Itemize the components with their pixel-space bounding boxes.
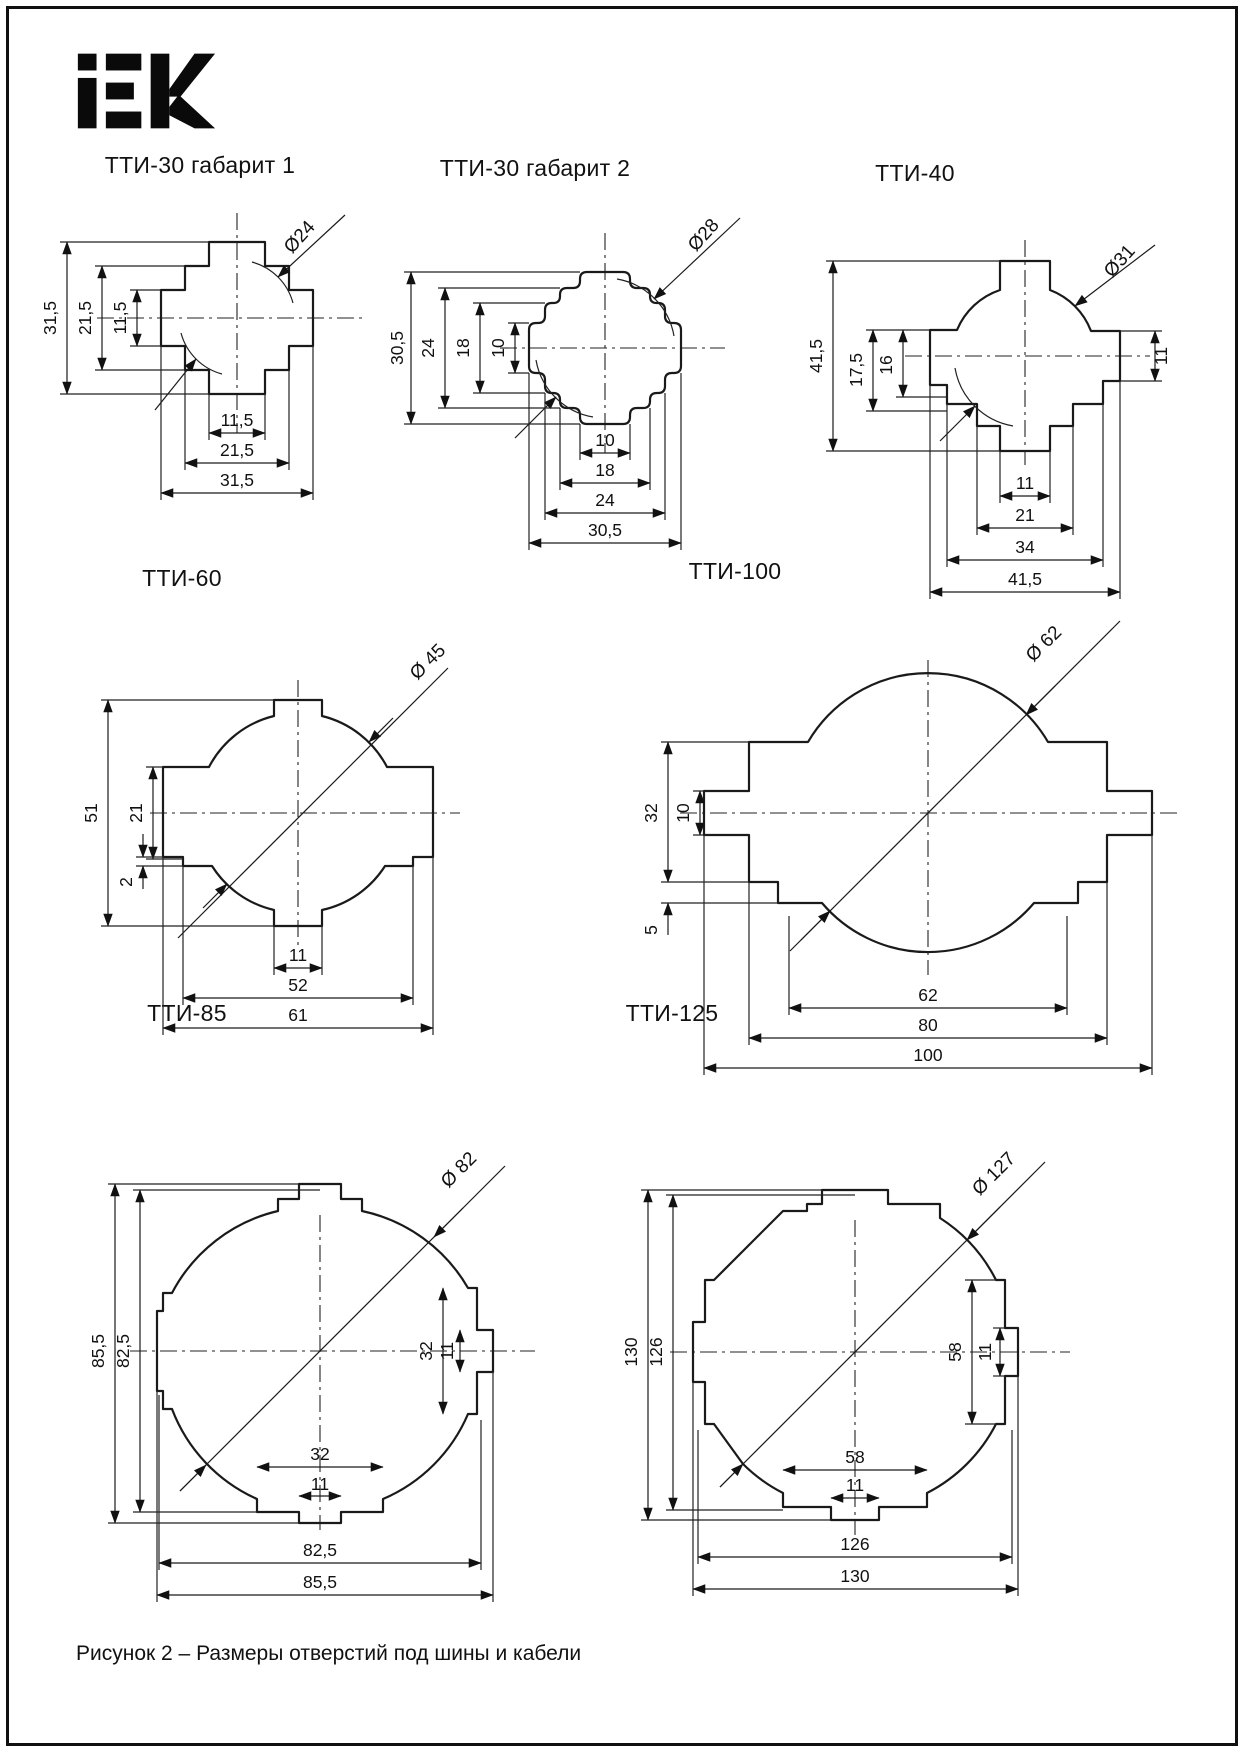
dim-v3	[116, 834, 183, 889]
figure-tti125	[620, 1140, 1180, 1620]
dim-label: 30,5	[387, 330, 407, 366]
dim-label: 85,5	[88, 1333, 108, 1369]
diameter-leader	[940, 241, 1155, 441]
diameter-label: Ø28	[684, 214, 724, 256]
dim-label: 18	[453, 338, 473, 358]
figure-tti60	[80, 620, 520, 1050]
dim-label: 17,5	[846, 352, 866, 388]
dim-label: 82,5	[113, 1333, 133, 1369]
iek-logo	[76, 52, 216, 130]
dim-label: 126	[646, 1337, 666, 1367]
dim-label: 11,5	[110, 301, 130, 335]
drawing-title-tti30-2: ТТИ-30 габарит 2	[439, 155, 631, 181]
diameter-leader	[790, 621, 1120, 951]
diameter-label: Ø 45	[406, 640, 451, 685]
diameter-leader	[515, 215, 740, 438]
dim-label: 85,5	[302, 1572, 338, 1592]
dim-label: 32	[641, 803, 661, 823]
dim-label: 11	[1015, 473, 1035, 493]
dim-label: 11	[288, 945, 308, 965]
diameter-leader	[155, 215, 345, 410]
dim-label: 130	[621, 1337, 641, 1367]
dim-inner1	[783, 1447, 927, 1470]
dim-label: 10	[595, 430, 615, 450]
center-lines	[680, 660, 1180, 975]
dim-label: 11	[975, 1342, 995, 1362]
dim-label: 32	[310, 1444, 330, 1464]
diameter-label: Ø24	[280, 216, 320, 258]
dim-inner2	[299, 1474, 341, 1496]
drawing-title-tti125: ТТИ-125	[625, 1000, 719, 1026]
dim-label: 58	[945, 1342, 965, 1362]
dim-v3	[641, 903, 778, 935]
dim-label: 24	[595, 490, 615, 510]
dim-side2	[975, 1328, 1005, 1376]
dim-label: 80	[918, 1015, 938, 1035]
dim-label: 51	[81, 803, 101, 823]
dim-label: 126	[840, 1534, 870, 1554]
figure-tti30-2	[387, 193, 795, 583]
figure-caption: Рисунок 2 – Размеры отверстий под шины и кабели	[76, 1642, 582, 1665]
dim-label: 11	[437, 1341, 457, 1361]
dim-label: 24	[418, 338, 438, 358]
iek-logo-icon	[76, 52, 216, 130]
dim-label: 52	[288, 975, 308, 995]
dim-h1	[580, 424, 630, 460]
dim-inner1	[257, 1444, 383, 1467]
dim-label: 31,5	[40, 300, 60, 336]
drawing-title-tti30-1: ТТИ-30 габарит 1	[104, 152, 296, 178]
figure-tti85	[85, 1130, 645, 1610]
dim-v1	[641, 742, 749, 882]
dim-label: 2	[116, 877, 136, 887]
dim-label: 21	[126, 803, 146, 823]
dim-side2	[437, 1330, 460, 1372]
dim-label: 16	[876, 355, 896, 375]
dim-label: 41,5	[1007, 569, 1043, 589]
dim-label: 10	[673, 803, 693, 823]
dim-label: 31,5	[219, 470, 255, 490]
drawing-title-tti40: ТТИ-40	[875, 160, 955, 186]
drawing-title-tti60: ТТИ-60	[142, 565, 222, 591]
dim-h3	[545, 393, 665, 520]
diameter-label: Ø 62	[1022, 622, 1067, 667]
diameter-label: Ø31	[1100, 240, 1140, 282]
dim-v3	[876, 330, 947, 397]
center-lines	[130, 1215, 535, 1530]
dim-label: 130	[840, 1566, 870, 1586]
diameter-leader	[178, 640, 450, 938]
dim-label: 11,5	[220, 410, 254, 430]
figure-tti40	[790, 215, 1220, 655]
dim-label: 62	[918, 985, 938, 1005]
dim-label: 100	[913, 1045, 943, 1065]
figure-tti30-1	[42, 193, 412, 533]
dim-label: 11	[845, 1475, 865, 1495]
drawing-title-tti85: ТТИ-85	[147, 1000, 227, 1026]
dim-label: 21	[1015, 505, 1035, 525]
center-lines	[670, 1220, 1070, 1535]
dim-label: 32	[416, 1341, 436, 1361]
dim-label: 5	[641, 925, 661, 935]
dim-label: 18	[595, 460, 615, 480]
diameter-label: Ø 127	[968, 1148, 1020, 1200]
figure-tti100	[600, 590, 1160, 1090]
drawing-title-tti100: ТТИ-100	[688, 558, 782, 584]
dim-inner2	[831, 1475, 879, 1498]
diameter-label: Ø 82	[437, 1148, 482, 1193]
dim-label: 21,5	[75, 300, 95, 336]
dim-label: 34	[1015, 537, 1035, 557]
dim-label: 10	[488, 338, 508, 358]
dim-label: 21,5	[219, 440, 255, 460]
dim-label: 11	[1151, 346, 1171, 366]
dim-label: 11	[310, 1474, 330, 1494]
dim-label: 30,5	[587, 520, 623, 540]
dim-label: 61	[288, 1005, 308, 1025]
dim-label: 82,5	[302, 1540, 338, 1560]
diameter-leader	[720, 1148, 1045, 1487]
dim-label: 58	[845, 1447, 865, 1467]
dim-label: 41,5	[806, 338, 826, 374]
dim-v2	[846, 330, 947, 411]
